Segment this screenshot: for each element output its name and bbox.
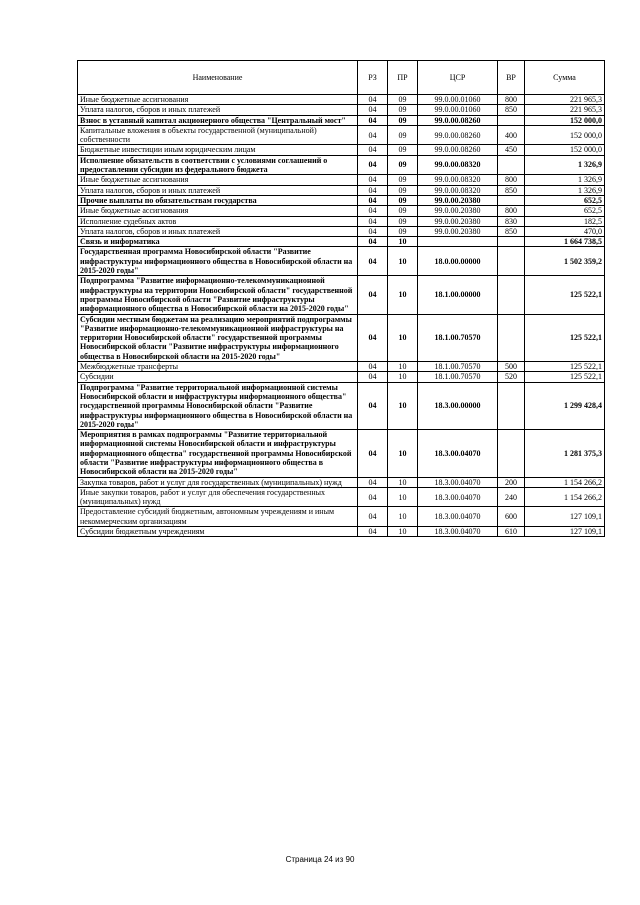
cell-vr: 400 bbox=[498, 125, 525, 145]
cell-sum: 152 000,0 bbox=[525, 115, 605, 125]
table-row bbox=[78, 115, 605, 125]
cell-vr: 830 bbox=[498, 216, 525, 226]
cell-name: Капитальные вложения в объекты государственной (муниципальной) собственности bbox=[78, 125, 358, 145]
cell-csr: 99.0.00.08320 bbox=[418, 185, 498, 195]
cell-name: Прочие выплаты по обязательствам государства bbox=[78, 195, 358, 205]
cell-sum: 1 326,9 bbox=[525, 175, 605, 185]
cell-pr: 09 bbox=[388, 206, 418, 216]
cell-vr bbox=[498, 247, 525, 276]
table-row bbox=[78, 237, 605, 247]
cell-sum: 182,5 bbox=[525, 216, 605, 226]
cell-rz: 04 bbox=[358, 195, 388, 205]
header-rz: РЗ bbox=[358, 61, 388, 95]
table-row bbox=[78, 155, 605, 175]
cell-pr: 09 bbox=[388, 155, 418, 175]
cell-pr: 10 bbox=[388, 382, 418, 429]
cell-name: Подпрограмма "Развитие информационно-телекоммуникационной инфраструктуры на территории Новосибирской области" государственной программы Новосибирской области "Развитие инфраструктуры информационного общества в Новосибирской области на 2015-2020 годы" bbox=[78, 276, 358, 314]
cell-rz: 04 bbox=[358, 155, 388, 175]
table-row bbox=[78, 226, 605, 236]
cell-sum: 127 109,1 bbox=[525, 507, 605, 527]
cell-name: Мероприятия в рамках подпрограммы "Развитие территориальной информационной системы Новосибирской области и инфраструктуры информационного общества" государственной программы Новосибирской области "Развитие инфраструктуры информационного общества в Новосибирской области на 2015-2020 годы" bbox=[78, 430, 358, 477]
cell-pr: 09 bbox=[388, 115, 418, 125]
cell-pr: 09 bbox=[388, 145, 418, 155]
cell-csr: 99.0.00.20380 bbox=[418, 226, 498, 236]
cell-rz: 04 bbox=[358, 115, 388, 125]
cell-name: Иные бюджетные ассигнования bbox=[78, 206, 358, 216]
cell-sum: 470,0 bbox=[525, 226, 605, 236]
cell-rz: 04 bbox=[358, 206, 388, 216]
cell-rz: 04 bbox=[358, 216, 388, 226]
cell-rz: 04 bbox=[358, 276, 388, 314]
cell-vr: 450 bbox=[498, 145, 525, 155]
cell-vr bbox=[498, 430, 525, 477]
cell-csr: 18.3.00.04070 bbox=[418, 430, 498, 477]
cell-rz: 04 bbox=[358, 527, 388, 537]
cell-name: Предоставление субсидий бюджетным, автономным учреждениям и иным некоммерческим организациям bbox=[78, 507, 358, 527]
cell-rz: 04 bbox=[358, 382, 388, 429]
table-body bbox=[78, 95, 605, 537]
cell-sum: 1 664 738,5 bbox=[525, 237, 605, 247]
cell-pr: 10 bbox=[388, 527, 418, 537]
cell-csr: 99.0.00.08260 bbox=[418, 115, 498, 125]
cell-name: Взнос в уставный капитал акционерного общества "Центральный мост" bbox=[78, 115, 358, 125]
table-row bbox=[78, 507, 605, 527]
cell-csr: 18.1.00.00000 bbox=[418, 276, 498, 314]
cell-rz: 04 bbox=[358, 125, 388, 145]
cell-rz: 04 bbox=[358, 226, 388, 236]
cell-vr: 800 bbox=[498, 95, 525, 105]
cell-csr: 99.0.00.20380 bbox=[418, 216, 498, 226]
cell-name: Субсидии бюджетным учреждениям bbox=[78, 527, 358, 537]
cell-vr bbox=[498, 195, 525, 205]
cell-csr: 99.0.00.20380 bbox=[418, 195, 498, 205]
table-row bbox=[78, 276, 605, 314]
table-row bbox=[78, 477, 605, 487]
table-row bbox=[78, 362, 605, 372]
cell-pr: 09 bbox=[388, 185, 418, 195]
cell-sum: 152 000,0 bbox=[525, 145, 605, 155]
cell-name: Исполнение обязательств в соответствии с условиями соглашений о предоставлении субсидии из федерального бюджета bbox=[78, 155, 358, 175]
cell-rz: 04 bbox=[358, 145, 388, 155]
cell-sum: 1 154 266,2 bbox=[525, 477, 605, 487]
cell-pr: 09 bbox=[388, 105, 418, 115]
header-sum: Сумма bbox=[525, 61, 605, 95]
cell-sum: 1 326,9 bbox=[525, 185, 605, 195]
cell-vr bbox=[498, 155, 525, 175]
page-number: Страница 24 из 90 bbox=[285, 855, 355, 864]
cell-rz: 04 bbox=[358, 237, 388, 247]
cell-csr: 18.0.00.00000 bbox=[418, 247, 498, 276]
table-row bbox=[78, 105, 605, 115]
cell-sum: 1 154 266,2 bbox=[525, 487, 605, 507]
cell-sum: 125 522,1 bbox=[525, 372, 605, 382]
cell-csr: 99.0.00.01060 bbox=[418, 95, 498, 105]
cell-sum: 1 502 359,2 bbox=[525, 247, 605, 276]
cell-vr: 610 bbox=[498, 527, 525, 537]
table-row bbox=[78, 125, 605, 145]
cell-csr: 18.1.00.70570 bbox=[418, 314, 498, 361]
table-header-row bbox=[78, 61, 605, 95]
cell-csr: 18.3.00.04070 bbox=[418, 507, 498, 527]
cell-pr: 10 bbox=[388, 362, 418, 372]
cell-rz: 04 bbox=[358, 372, 388, 382]
cell-csr: 99.0.00.08260 bbox=[418, 145, 498, 155]
cell-rz: 04 bbox=[358, 95, 388, 105]
cell-name: Связь и информатика bbox=[78, 237, 358, 247]
cell-sum: 125 522,1 bbox=[525, 362, 605, 372]
cell-vr bbox=[498, 382, 525, 429]
table-row bbox=[78, 206, 605, 216]
cell-sum: 152 000,0 bbox=[525, 125, 605, 145]
table-row bbox=[78, 314, 605, 361]
cell-name: Уплата налогов, сборов и иных платежей bbox=[78, 226, 358, 236]
table-row bbox=[78, 382, 605, 429]
cell-pr: 09 bbox=[388, 125, 418, 145]
table-row bbox=[78, 145, 605, 155]
header-name: Наименование bbox=[78, 61, 358, 95]
cell-pr: 10 bbox=[388, 487, 418, 507]
table-row bbox=[78, 95, 605, 105]
table-row bbox=[78, 487, 605, 507]
cell-pr: 09 bbox=[388, 216, 418, 226]
cell-rz: 04 bbox=[358, 105, 388, 115]
cell-vr: 800 bbox=[498, 175, 525, 185]
cell-vr: 800 bbox=[498, 206, 525, 216]
cell-pr: 10 bbox=[388, 372, 418, 382]
cell-name: Межбюджетные трансферты bbox=[78, 362, 358, 372]
cell-name: Иные бюджетные ассигнования bbox=[78, 175, 358, 185]
cell-csr: 18.3.00.04070 bbox=[418, 487, 498, 507]
cell-csr: 99.0.00.01060 bbox=[418, 105, 498, 115]
header-vr: ВР bbox=[498, 61, 525, 95]
cell-pr: 09 bbox=[388, 226, 418, 236]
cell-pr: 10 bbox=[388, 430, 418, 477]
cell-vr bbox=[498, 237, 525, 247]
cell-name: Иные закупки товаров, работ и услуг для обеспечения государственных (муниципальных) нужд bbox=[78, 487, 358, 507]
budget-table bbox=[77, 60, 605, 537]
cell-sum: 127 109,1 bbox=[525, 527, 605, 537]
cell-name: Иные бюджетные ассигнования bbox=[78, 95, 358, 105]
cell-vr: 520 bbox=[498, 372, 525, 382]
cell-rz: 04 bbox=[358, 477, 388, 487]
cell-rz: 04 bbox=[358, 487, 388, 507]
cell-pr: 10 bbox=[388, 314, 418, 361]
cell-sum: 125 522,1 bbox=[525, 276, 605, 314]
cell-csr: 18.1.00.70570 bbox=[418, 362, 498, 372]
cell-vr bbox=[498, 314, 525, 361]
table-row bbox=[78, 216, 605, 226]
cell-pr: 10 bbox=[388, 507, 418, 527]
cell-name: Уплата налогов, сборов и иных платежей bbox=[78, 105, 358, 115]
cell-name: Субсидии местным бюджетам на реализацию мероприятий подпрограммы "Развитие информационно-телекоммуникационной инфраструктуры на территории Новосибирской области" государственной программы Новосибирской области "Развитие инфраструктуры информационного общества в Новосибирской области на 2015-2020 годы" bbox=[78, 314, 358, 361]
table-row bbox=[78, 175, 605, 185]
cell-sum: 125 522,1 bbox=[525, 314, 605, 361]
table-row bbox=[78, 430, 605, 477]
cell-sum: 1 281 375,3 bbox=[525, 430, 605, 477]
cell-name: Закупка товаров, работ и услуг для государственных (муниципальных) нужд bbox=[78, 477, 358, 487]
cell-sum: 1 299 428,4 bbox=[525, 382, 605, 429]
table-row bbox=[78, 527, 605, 537]
cell-pr: 09 bbox=[388, 195, 418, 205]
cell-name: Субсидии bbox=[78, 372, 358, 382]
header-pr: ПР bbox=[388, 61, 418, 95]
cell-csr bbox=[418, 237, 498, 247]
cell-rz: 04 bbox=[358, 247, 388, 276]
cell-rz: 04 bbox=[358, 185, 388, 195]
cell-sum: 221 965,3 bbox=[525, 105, 605, 115]
cell-csr: 18.3.00.00000 bbox=[418, 382, 498, 429]
cell-vr: 200 bbox=[498, 477, 525, 487]
cell-sum: 1 326,9 bbox=[525, 155, 605, 175]
table-row bbox=[78, 185, 605, 195]
cell-rz: 04 bbox=[358, 175, 388, 185]
cell-pr: 09 bbox=[388, 175, 418, 185]
cell-pr: 10 bbox=[388, 477, 418, 487]
header-csr: ЦСР bbox=[418, 61, 498, 95]
table-row bbox=[78, 195, 605, 205]
cell-vr bbox=[498, 276, 525, 314]
cell-csr: 18.1.00.70570 bbox=[418, 372, 498, 382]
cell-name: Государственная программа Новосибирской области "Развитие инфраструктуры информационного общества в Новосибирской области на 2015-2020 годы" bbox=[78, 247, 358, 276]
cell-vr: 850 bbox=[498, 105, 525, 115]
cell-csr: 99.0.00.08260 bbox=[418, 125, 498, 145]
cell-vr bbox=[498, 115, 525, 125]
cell-vr: 500 bbox=[498, 362, 525, 372]
cell-rz: 04 bbox=[358, 430, 388, 477]
table-row bbox=[78, 247, 605, 276]
cell-pr: 10 bbox=[388, 247, 418, 276]
cell-name: Исполнение судебных актов bbox=[78, 216, 358, 226]
cell-vr: 850 bbox=[498, 185, 525, 195]
cell-csr: 18.3.00.04070 bbox=[418, 477, 498, 487]
cell-vr: 850 bbox=[498, 226, 525, 236]
cell-name: Бюджетные инвестиции иным юридическим лицам bbox=[78, 145, 358, 155]
cell-sum: 221 965,3 bbox=[525, 95, 605, 105]
cell-sum: 652,5 bbox=[525, 195, 605, 205]
cell-csr: 18.3.00.04070 bbox=[418, 527, 498, 537]
cell-csr: 99.0.00.08320 bbox=[418, 155, 498, 175]
cell-rz: 04 bbox=[358, 314, 388, 361]
cell-sum: 652,5 bbox=[525, 206, 605, 216]
cell-pr: 09 bbox=[388, 95, 418, 105]
table-row bbox=[78, 372, 605, 382]
cell-vr: 240 bbox=[498, 487, 525, 507]
cell-csr: 99.0.00.20380 bbox=[418, 206, 498, 216]
cell-name: Подпрограмма "Развитие территориальной информационной системы Новосибирской области и инфраструктуры информационного общества" государственной программы Новосибирской области "Развитие инфраструктуры информационного общества в Новосибирской области на 2015-2020 годы" bbox=[78, 382, 358, 429]
cell-pr: 10 bbox=[388, 276, 418, 314]
cell-csr: 99.0.00.08320 bbox=[418, 175, 498, 185]
cell-vr: 600 bbox=[498, 507, 525, 527]
cell-rz: 04 bbox=[358, 362, 388, 372]
cell-pr: 10 bbox=[388, 237, 418, 247]
cell-rz: 04 bbox=[358, 507, 388, 527]
cell-name: Уплата налогов, сборов и иных платежей bbox=[78, 185, 358, 195]
